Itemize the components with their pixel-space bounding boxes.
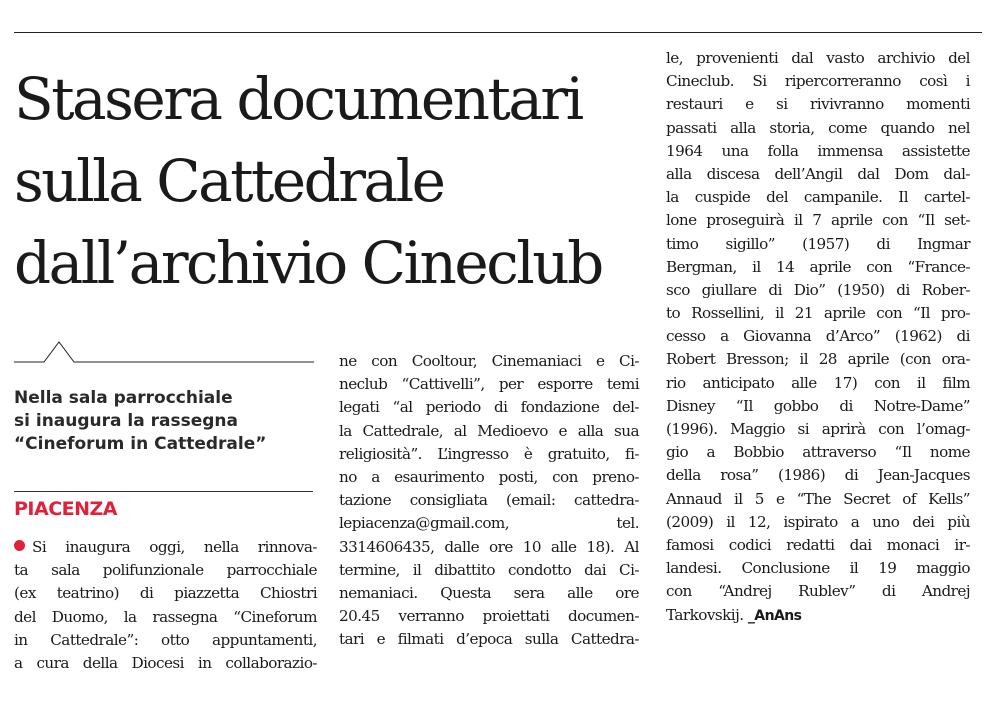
body-column-1 <box>14 536 317 675</box>
body-line: lone proseguirà il 7 aprile con “Il set- <box>666 211 970 230</box>
body-line: le, provenienti dal vasto archivio del <box>666 49 970 67</box>
body-line: con “Andrej Rublev” di Andrej <box>666 582 970 601</box>
body-column-2 <box>339 350 639 651</box>
body-line: del Duomo, la rassegna “Cineforum <box>14 607 317 626</box>
headline-line: dall’archivio Cineclub <box>14 229 602 297</box>
body-line: ne con Cooltour, Cinemaniaci e Ci- <box>339 352 639 370</box>
body-line: nemaniaci. Questa sera alle ore <box>339 583 639 602</box>
subtitle-line: “Cineforum in Cattedrale” <box>14 434 267 454</box>
body-line: in Cattedrale”: otto appuntamenti, <box>14 630 317 649</box>
body-line: passati alla storia, come quando nel <box>666 118 970 137</box>
headline <box>14 58 654 304</box>
body-line: (ex teatrino) di piazzetta Chiostri <box>14 584 317 603</box>
headline-line: Stasera documentari <box>14 65 582 133</box>
body-line: della rosa” (1986) di Jean-Jacques <box>666 466 970 485</box>
section-divider <box>14 491 313 492</box>
body-line: (2009) il 12, ispirato a uno dei più <box>666 512 970 531</box>
body-line: 20.45 verranno proiettati documen- <box>339 607 639 626</box>
body-line: to Rossellini, il 21 aprile con “Il pro- <box>666 304 970 323</box>
body-line: Disney “Il gobbo di Notre-Dame” <box>666 396 970 415</box>
body-line: Cineclub. Si ripercorreranno così i <box>666 72 970 91</box>
body-line: gio a Bobbio attraverso “Il nome <box>666 443 970 462</box>
body-line: Si inaugura oggi, nella rinnova- <box>14 536 317 559</box>
body-line: cesso a Giovanna d’Arco” (1962) di <box>666 327 970 346</box>
body-line: ta sala polifunzionale parrocchiale <box>14 561 317 580</box>
body-line: legati “al periodo di fondazione del- <box>339 398 639 417</box>
body-line: religiosità”. L’ingresso è gratuito, fi- <box>339 444 639 463</box>
headline-line: sulla Cattedrale <box>14 147 444 215</box>
body-line: la cuspide del campanile. Il cartel- <box>666 188 970 207</box>
bullet-icon <box>14 540 25 551</box>
dateline: PIACENZA <box>14 498 118 520</box>
body-line: timo sigillo” (1957) di Ingmar <box>666 234 970 253</box>
body-line: lepiacenza@gmail.com, tel. <box>339 514 639 533</box>
top-rule <box>14 32 982 33</box>
body-line: la Cattedrale, al Medioevo e alla sua <box>339 421 639 440</box>
body-line: restauri e si rivivranno momenti <box>666 95 970 114</box>
body-line: 1964 una folla immensa assistette <box>666 141 970 160</box>
body-line: termine, il dibattito condotto dai Ci- <box>339 560 639 579</box>
body-line: 3314606435, dalle ore 10 alle 18). Al <box>339 537 639 556</box>
body-line: (1996). Maggio si aprirà con l’omag- <box>666 420 970 438</box>
subtitle <box>14 387 314 456</box>
body-line: Robert Bresson; il 28 aprile (con ora- <box>666 350 970 369</box>
subtitle-line: si inaugura la rassegna <box>14 411 238 431</box>
body-line: sco giullare di Dio” (1950) di Rober- <box>666 280 970 299</box>
body-column-3 <box>666 47 970 627</box>
body-line: Bergman, il 14 aprile con “France- <box>666 257 970 276</box>
body-line: Tarkovskij. _AnAns <box>666 605 802 624</box>
body-line: no a esaurimento posti, con preno- <box>339 467 639 486</box>
body-line: rio anticipato alle 17) con il film <box>666 373 970 392</box>
body-line: a cura della Diocesi in collaborazio- <box>14 653 317 672</box>
author-signature: _AnAns <box>747 607 802 624</box>
body-line: tazione consigliata (email: cattedra- <box>339 491 639 510</box>
body-line: Annaud il 5 e “The Secret of Kells” <box>666 489 970 508</box>
body-line: famosi codici redatti dai monaci ir- <box>666 535 970 554</box>
subtitle-line: Nella sala parrocchiale <box>14 388 233 408</box>
decorative-line-icon <box>14 340 314 366</box>
body-line: alla discesa dell’Angil dal Dom dal- <box>666 164 970 183</box>
body-line: landesi. Conclusione il 19 maggio <box>666 559 970 578</box>
body-line: neclub “Cattivelli”, per esporre temi <box>339 375 639 394</box>
body-line: tari e filmati d’epoca sulla Cattedra- <box>339 630 639 649</box>
